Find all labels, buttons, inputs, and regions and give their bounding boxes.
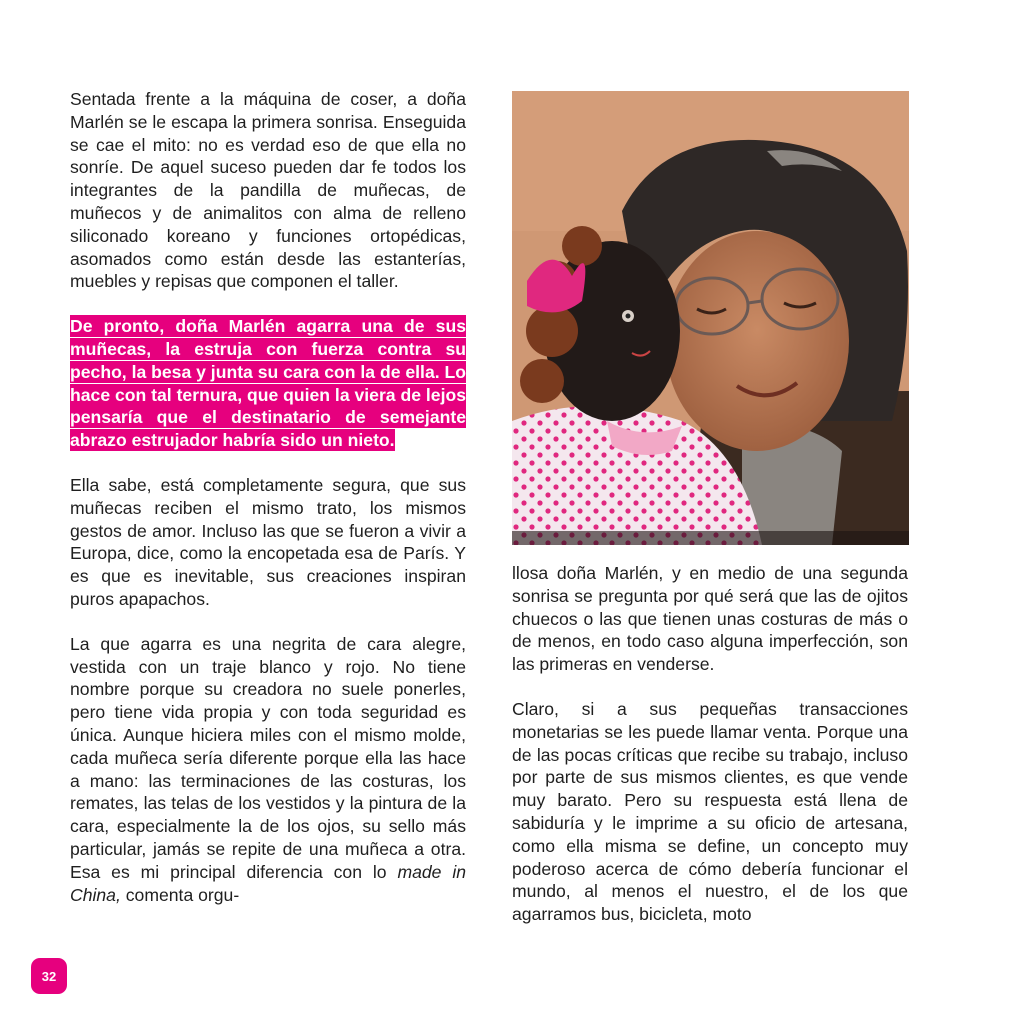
paragraph-doll-description (70, 633, 466, 907)
paragraph-doll-text: La que agarra es una negrita de cara alegre, vestida con un traje blanco y rojo. No tiene nombre porque su creadora no suele ponerles, pero tiene vida propia y con toda seguridad es única. Aunque hiciera miles con el mismo molde, cada muñeca sería diferente porque ella las hace a mano: las terminaciones de las costuras, los remates, las telas de los vestidos y la pintura de la cara, especialmente la de los ojos, su sello más particular, jamás se repite de una muñeca a otra. Esa es mi principal diferencia con lo (70, 633, 466, 882)
right-column (512, 562, 908, 926)
photo-illustration (512, 91, 909, 545)
photo-woman-hugging-doll (512, 91, 909, 545)
left-column (70, 88, 466, 906)
paragraph-treatment: Ella sabe, está completamente segura, que sus muñecas reciben el mismo trato, los mismos gestos de amor. Incluso las que se fueron a vivir a Europa, dice, como la encopetada esa de París. Y es que es inevitable, sus creaciones inspiran puros apapachos. (70, 474, 466, 609)
paragraph-imperfection: llosa doña Marlén, y en medio de una segunda sonrisa se pregunta por qué será que las de ojitos chuecos o las que tienen unas costuras de más o de menos, en todo caso alguna imperfección, son las primeras en venderse. (512, 563, 908, 675)
paragraph-transactions: Claro, si a sus pequeñas transacciones monetarias se les puede llamar venta. Porque una de las pocas críticas que recibe su trabajo, incluso por parte de sus mismos clientes, es que vende muy barato. Pero su respuesta está llena de sabiduría y le imprime a su oficio de artesana, como ella misma se define, un concepto muy poderoso acerca de cómo debería funcionar el mundo, al menos el nuestro, el de los que agarramos bus, bicicleta, moto (512, 698, 908, 925)
page-number-badge: 32 (31, 958, 67, 994)
paragraph-doll-end: comenta orgu- (120, 884, 240, 905)
highlighted-quote-text: De pronto, doña Marlén agarra una de sus muñecas, la estruja con fuerza contra su pecho, la besa y junta su cara con la de ella. Lo hace con tal ternura, que quien la viera de lejos pensaría que el destinatario de semejante abrazo estrujador habría sido un nieto. (70, 316, 466, 451)
made-in-china-italic: made in China, (70, 861, 467, 905)
paragraph-intro: Sentada frente a la máquina de coser, a doña Marlén se le escapa la primera sonrisa. Enseguida se cae el mito: no es verdad eso de que ella no sonríe. De aquel suceso pueden dar fe todos los integrantes de la pandilla de muñecas, de muñecos y de animalitos con alma de relleno siliconado koreano y funciones ortopédicas, asomados como están desde las estanterías, muebles y repisas que componen el taller. (70, 89, 466, 292)
pull-quote (70, 315, 466, 452)
